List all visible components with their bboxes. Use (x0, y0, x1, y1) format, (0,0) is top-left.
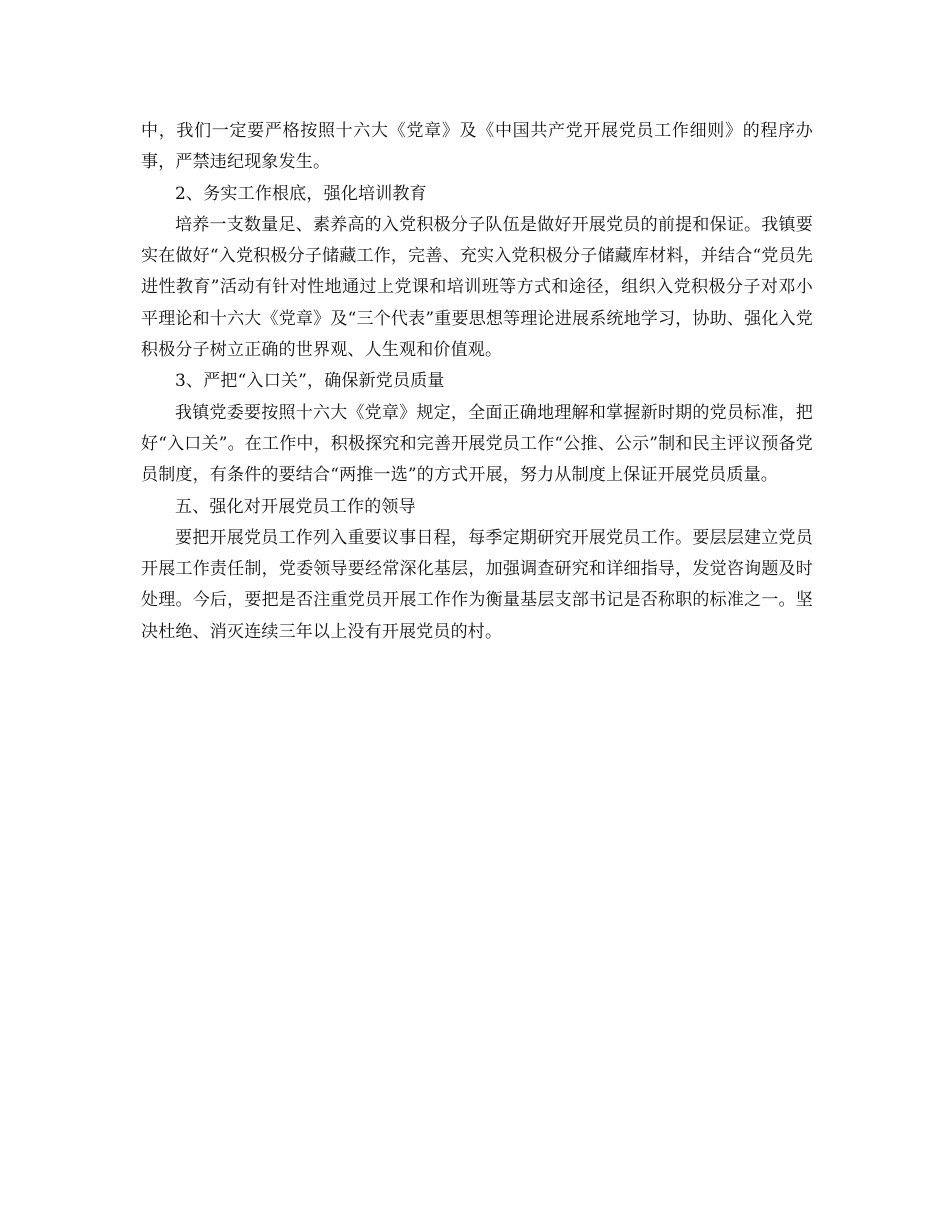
paragraph-entry-gate: 我镇党委要按照十六大《党章》规定，全面正确地理解和掌握新时期的党员标准，把好“入口关”。在工作中，积极探究和完善开展党员工作“公推、公示”制和民主评议预备党员制度，有条件的要结合“两推一选”的方式开展，努力从制度上保证开展党员质量。 (141, 402, 813, 486)
paragraph-continuation: 中，我们一定要严格按照十六大《党章》及《中国共产党开展党员工作细则》的程序办事，严禁违纪现象发生。 (141, 121, 813, 173)
section-heading-leadership: 五、强化对开展党员工作的领导 (175, 496, 416, 517)
document-body (141, 116, 813, 648)
paragraph-training: 培养一支数量足、素养高的入党积极分子队伍是做好开展党员的前提和保证。我镇要实在做好“入党积极分子储藏工作，完善、充实入党积极分子储藏库材料，并结合“党员先进性教育”活动有针对性地通过上党课和培训班等方式和途径，组织入党积极分子对邓小平理论和十六大《党章》及“三个代表”重要思想等理论进展系统地学习，协助、强化入党积极分子树立正确的世界观、人生观和价值观。 (141, 214, 813, 361)
paragraph-leadership: 要把开展党员工作列入重要议事日程，每季定期研究开展党员工作。要层层建立党员开展工作责任制，党委领导要经常深化基层，加强调查研究和详细指导，发觉咨询题及时处理。今后，要把是否注重党员开展工作作为衡量基层支部书记是否称职的标准之一。坚决杜绝、消灭连续三年以上没有开展党员的村。 (141, 527, 813, 642)
section-heading-entry-gate: 3、严把“入口关”，确保新党员质量 (175, 371, 445, 392)
section-heading-training: 2、务实工作根底，强化培训教育 (175, 183, 427, 204)
